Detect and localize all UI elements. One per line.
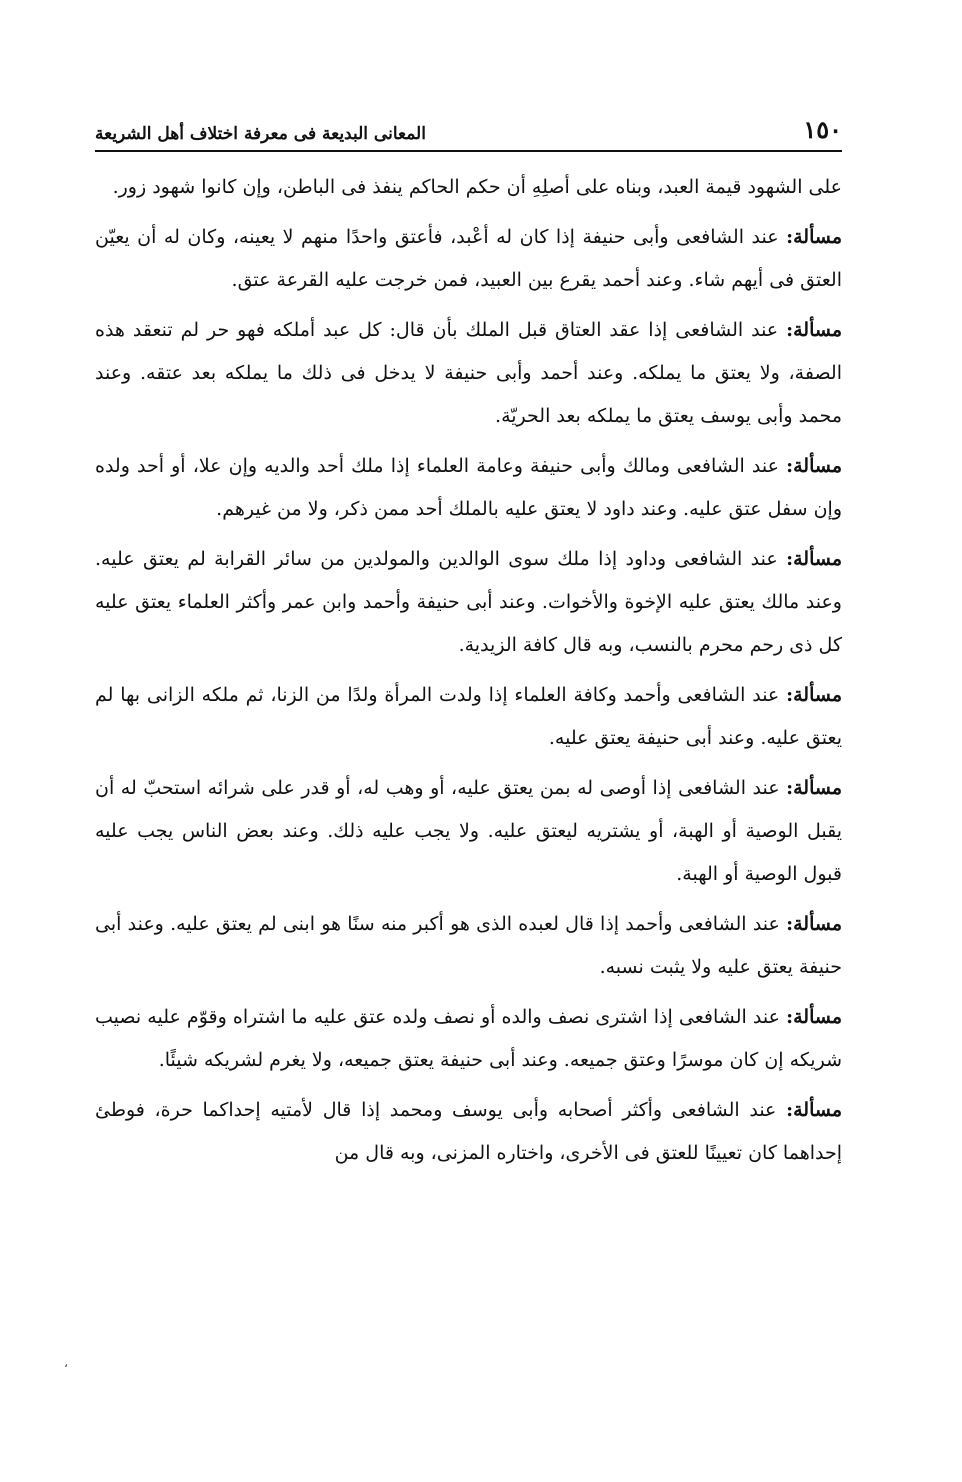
masala-paragraph <box>95 309 842 438</box>
masala-label: مسألة: <box>786 684 842 706</box>
running-title: المعانى البديعة فى معرفة اختلاف أهل الشريعة <box>95 124 426 144</box>
paragraph-continuation <box>95 166 842 209</box>
paragraph-text: عند الشافعى إذا اشترى نصف والده أو نصف ولده عتق عليه ما اشتراه وقوّم عليه نصيب شريكه إن كان موسرًا وعتق جميعه. وعند أبى حنيفة يعتق جميعه، ولا يغرم لشريكه شيئًا. <box>95 1006 842 1071</box>
masala-label: مسألة: <box>786 1006 842 1028</box>
paragraph-text: عند الشافعى وأحمد وكافة العلماء إذا ولدت المرأة ولدًا من الزنا، ثم ملكه الزانى بها لم يعتق عليه. وعند أبى حنيفة يعتق عليه. <box>95 684 842 749</box>
page-number: ١٥٠ <box>803 115 842 144</box>
paragraph-text: عند الشافعى إذا أوصى له بمن يعتق عليه، أو وهب له، أو قدر على شرائه استحبّ له أن يقبل الوصية أو الهبة، أو يشتريه ليعتق عليه. ولا يجب عليه ذلك. وعند بعض الناس يجب عليه قبول الوصية أو الهبة. <box>95 777 842 885</box>
masala-paragraph <box>95 445 842 531</box>
masala-paragraph <box>95 216 842 302</box>
masala-paragraph <box>95 903 842 989</box>
masala-paragraph <box>95 1089 842 1175</box>
body-text <box>95 166 842 1175</box>
running-head <box>95 112 842 152</box>
masala-paragraph <box>95 767 842 896</box>
paragraph-text: على الشهود قيمة العبد، وبناه على أصلِهِ أن حكم الحاكم ينفذ فى الباطن، وإن كانوا شهود زور. <box>112 176 842 198</box>
masala-paragraph <box>95 996 842 1082</box>
paragraph-text: عند الشافعى إذا عقد العتاق قبل الملك بأن قال: كل عبد أملكه فهو حر لم تنعقد هذه الصفة، ولا يعتق ما يملكه. وعند أحمد وأبى حنيفة لا يدخل فى ذلك ما يملكه بعد عتقه. وعند محمد وأبى يوسف يعتق ما يملكه بعد الحريّة. <box>95 319 842 427</box>
paragraph-text: عند الشافعى ومالك وأبى حنيفة وعامة العلماء إذا ملك أحد والديه وإن علا، أو أحد ولده وإن سفل عتق عليه. وعند داود لا يعتق عليه بالملك أحد ممن ذكر، ولا من غيرهم. <box>95 455 842 520</box>
masala-label: مسألة: <box>786 226 842 248</box>
masala-label: مسألة: <box>786 548 842 570</box>
masala-label: مسألة: <box>786 319 842 341</box>
paragraph-text: عند الشافعى وأكثر أصحابه وأبى يوسف ومحمد إذا قال لأمتيه إحداكما حرة، فوطئ إحداهما كان تعيينًا للعتق فى الأخرى، واختاره المزنى، وبه قال من <box>95 1099 842 1164</box>
masala-label: مسألة: <box>786 455 842 477</box>
paragraph-text: عند الشافعى وداود إذا ملك سوى الوالدين والمولدين من سائر القرابة لم يعتق عليه. وعند مالك يعتق عليه الإخوة والأخوات. وعند أبى حنيفة وأحمد وابن عمر وأكثر العلماء يعتق عليه كل ذى رحم محرم بالنسب، وبه قال كافة الزيدية. <box>95 548 842 656</box>
book-page <box>95 112 842 1182</box>
paragraph-text: عند الشافعى وأحمد إذا قال لعبده الذى هو أكبر منه سنًا هو ابنى لم يعتق عليه. وعند أبى حنيفة يعتق عليه ولا يثبت نسبه. <box>95 913 842 978</box>
masala-label: مسألة: <box>786 777 842 799</box>
masala-label: مسألة: <box>786 913 842 935</box>
masala-paragraph <box>95 538 842 667</box>
paragraph-text: عند الشافعى وأبى حنيفة إذا كان له أعْبد، فأعتق واحدًا منهم لا يعينه، وكان له أن يعيّن العتق فى أيهم شاء. وعند أحمد يقرع بين العبيد، فمن خرجت عليه القرعة عتق. <box>95 226 842 291</box>
masala-label: مسألة: <box>786 1099 842 1121</box>
stray-mark: ، <box>64 1356 68 1370</box>
masala-paragraph <box>95 674 842 760</box>
